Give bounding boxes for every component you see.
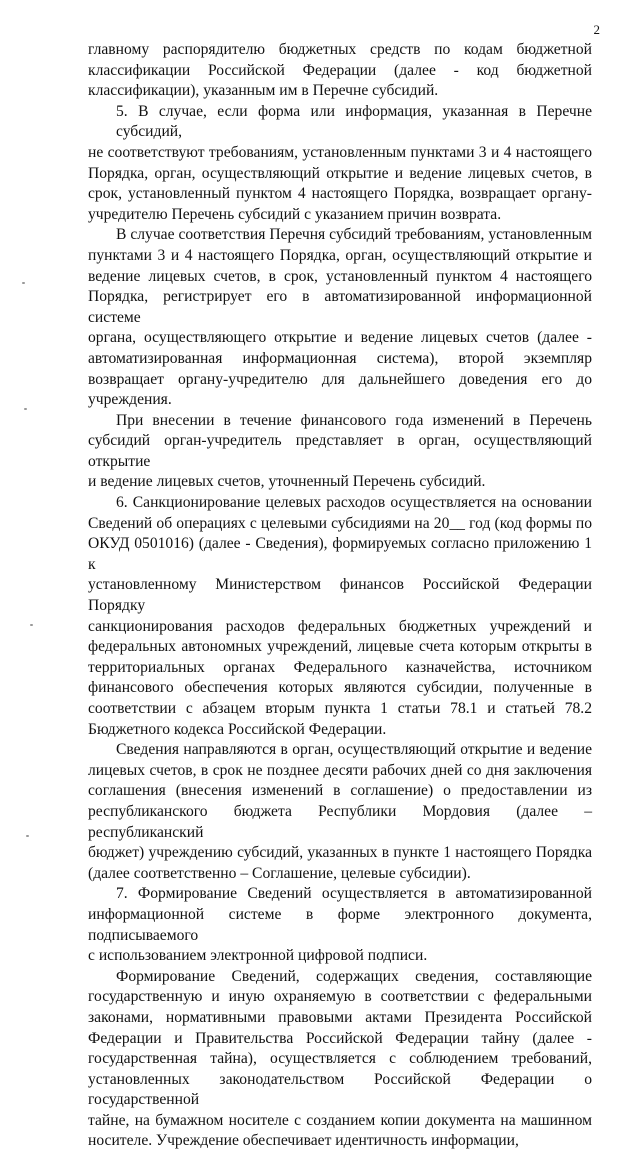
text-line: Федерации и Правительства Российской Федерации тайну (далее - (88, 1029, 592, 1047)
paragraph (88, 493, 592, 740)
text-line: государственную и иную охраняемую в соответствии с федеральными (88, 988, 592, 1006)
text-line: установленных законодательством Российской Федерации о государственной (88, 1070, 592, 1109)
document-body (88, 40, 592, 1152)
text-line: классификации), указанным им в Перечне субсидий. (88, 82, 439, 100)
text-line: классификации Российской Федерации (далее - код бюджетной (88, 61, 592, 79)
text-line: лицевых счетов, в срок не позднее десяти рабочих дней со дня заключения (88, 761, 592, 779)
text-line: Бюджетного кодекса Российской Федерации. (88, 720, 387, 738)
paragraph (88, 740, 592, 884)
paragraph (88, 967, 592, 1152)
text-line: Порядка, орган, осуществляющий открытие и ведение лицевых счетов, в (88, 164, 592, 182)
text-line: бюджет) учреждению субсидий, указанных в пункте 1 настоящего Порядка (88, 844, 592, 862)
text-line: ведение лицевых счетов, в срок, установленный пунктом 4 настоящего (88, 267, 592, 285)
text-line: 7. Формирование Сведений осуществляется в автоматизированной (116, 885, 592, 903)
paragraph (88, 411, 592, 493)
text-line: Сведений об операциях с целевыми субсидиями на 20__ год (код формы по (88, 514, 592, 532)
text-line: федеральных автономных учреждений, лицевые счета которым открыты в (88, 638, 592, 656)
text-line: финансового обеспечения которых являются субсидии, полученные в (88, 679, 592, 697)
paragraph (88, 884, 592, 966)
text-line: Формирование Сведений, содержащих сведения, составляющие (116, 967, 592, 985)
text-line: (далее соответственно – Соглашение, целевые субсидии). (88, 864, 471, 882)
text-line: территориальных органах Федерального казначейства, источником (88, 658, 592, 676)
text-line: информационной системе в форме электронного документа, подписываемого (88, 905, 592, 944)
text-line: Сведения направляются в орган, осуществляющий открытие и ведение (116, 741, 592, 759)
scan-mark (24, 408, 27, 410)
paragraph (88, 40, 592, 102)
text-line: соглашения (внесения изменений в соглашение) о предоставлении из (88, 782, 592, 800)
text-line: санкционирования расходов федеральных бюджетных учреждений и (88, 617, 592, 635)
text-line: ОКУД 0501016) (далее - Сведения), формируемых согласно приложению 1 к (88, 535, 592, 573)
text-line: При внесении в течение финансового года изменений в Перечень (116, 411, 592, 429)
text-line: государственная тайна), осуществляется с соблюдением требований, (88, 1050, 592, 1068)
text-line: субсидий орган-учредитель представляет в орган, осуществляющий открытие (88, 432, 592, 470)
text-line: носителе. Учреждение обеспечивает идентичность информации, (88, 1132, 519, 1150)
text-line: установленному Министерством финансов Российской Федерации Порядку (88, 576, 592, 615)
text-line: учреждения. (88, 391, 172, 409)
text-line: законами, нормативными правовыми актами Президента Российской (88, 1008, 592, 1026)
text-line: учредителю Перечень субсидий с указанием причин возврата. (88, 205, 502, 223)
text-line: республиканского бюджета Республики Мордовия (далее – республиканский (88, 802, 592, 841)
text-line: 6. Санкционирование целевых расходов осуществляется на основании (116, 494, 592, 512)
text-line: срок, установленный пунктом 4 настоящего Порядка, возвращает органу- (88, 185, 592, 203)
paragraph (88, 102, 592, 226)
scan-mark (22, 282, 25, 284)
text-line: тайне, на бумажном носителе с созданием копии документа на машинном (88, 1111, 592, 1129)
text-line: не соответствуют требованиям, установленным пунктами 3 и 4 настоящего (88, 143, 592, 161)
text-line: соответствии с абзацем вторым пункта 1 статьи 78.1 и статьей 78.2 (88, 700, 592, 717)
paragraph (88, 225, 592, 410)
text-line: органа, осуществляющего открытие и ведение лицевых счетов (далее - (88, 329, 592, 347)
text-line: Порядка, регистрирует его в автоматизированной информационной системе (88, 288, 592, 326)
text-line: 5. В случае, если форма или информация, указанная в Перечне субсидий, (116, 102, 592, 141)
text-line: автоматизированная информационная система), второй экземпляр (88, 349, 592, 367)
text-line: В случае соответствия Перечня субсидий требованиям, установленным (116, 226, 592, 244)
text-line: возвращает органу-учредителю для дальнейшего доведения его до (88, 370, 592, 388)
text-line: и ведение лицевых счетов, уточненный Перечень субсидий. (88, 473, 486, 491)
scan-mark (30, 624, 33, 626)
text-line: пунктами 3 и 4 настоящего Порядка, орган, осуществляющий открытие и (88, 246, 592, 264)
scan-mark (26, 835, 29, 837)
page-number: 2 (593, 22, 600, 37)
text-line: главному распорядителю бюджетных средств по кодам бюджетной (88, 41, 592, 58)
text-line: с использованием электронной цифровой подписи. (88, 947, 428, 965)
